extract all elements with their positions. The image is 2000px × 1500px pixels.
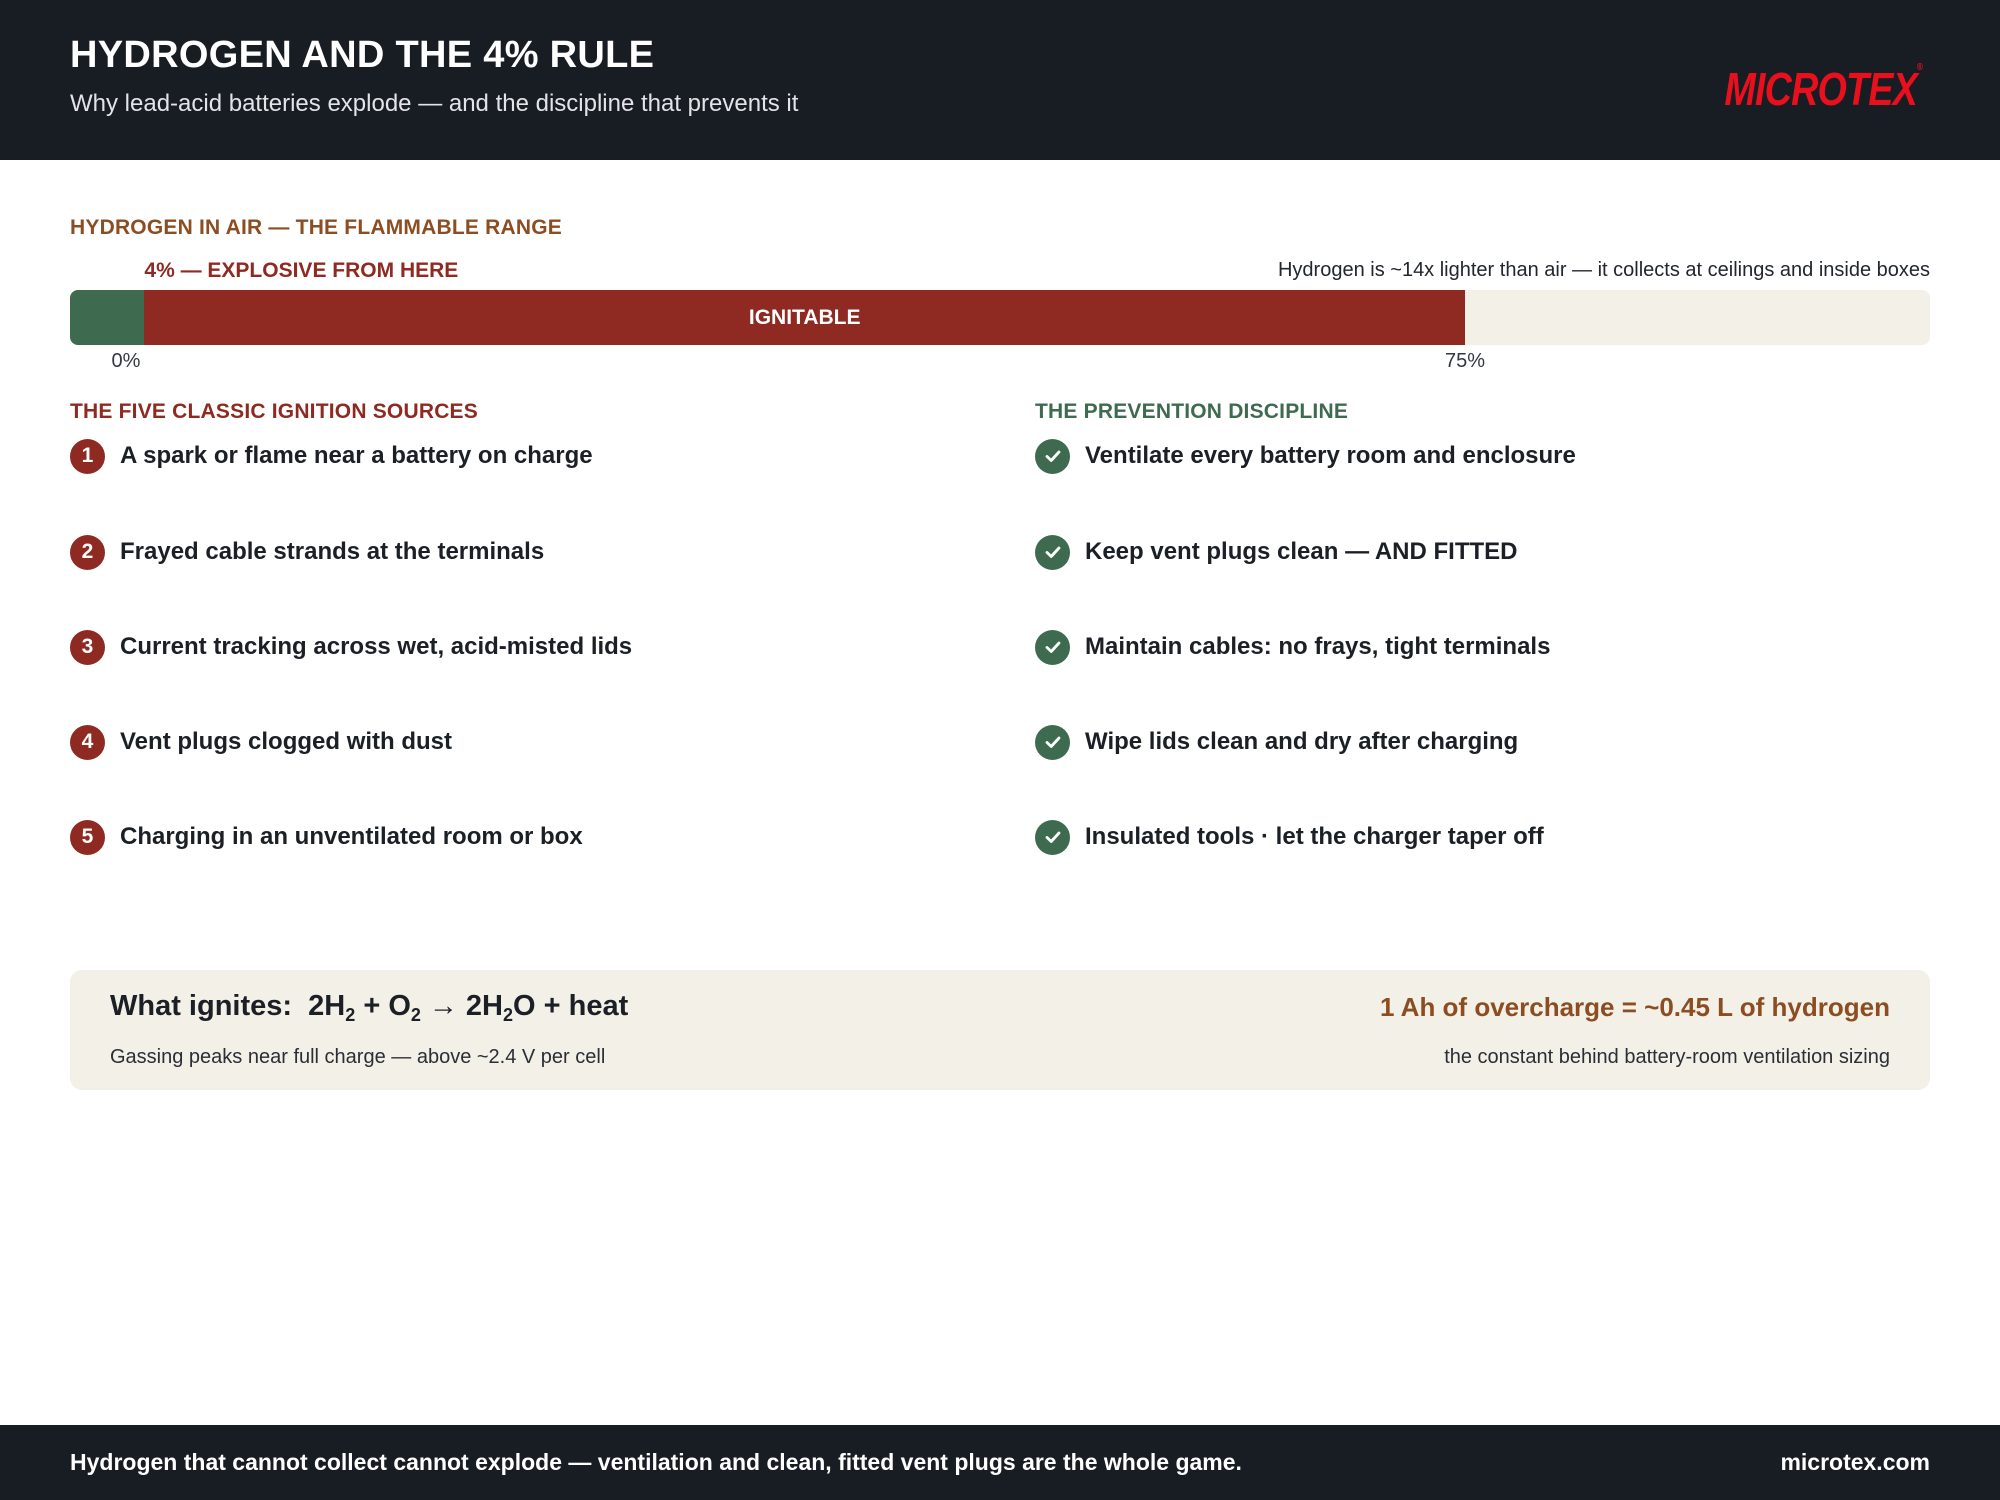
- microtex-logo: [1724, 62, 1922, 116]
- checkmark-icon: [1035, 535, 1070, 570]
- page-header: [0, 0, 2000, 160]
- prevention-item: [1035, 629, 1550, 665]
- ignitable-label: IGNITABLE: [748, 306, 861, 329]
- registered-mark: ®: [1916, 62, 1922, 73]
- ignition-source-text: Charging in an unventilated room or box: [120, 823, 583, 850]
- flammable-range-bar: [70, 290, 1930, 345]
- ignition-source-item: [70, 534, 544, 570]
- ignition-source-item: [70, 819, 583, 855]
- tick-label-0: 0%: [111, 350, 141, 372]
- number-badge: 1: [70, 439, 105, 474]
- checkmark-icon: [1035, 725, 1070, 760]
- page-title: HYDROGEN AND THE 4% RULE: [70, 34, 655, 76]
- flammable-range-heading: HYDROGEN IN AIR — THE FLAMMABLE RANGE: [70, 216, 562, 239]
- gassing-note: Gassing peaks near full charge — above ~2.4 V per cell: [110, 1046, 606, 1068]
- formula-subscript: 2: [502, 1005, 513, 1025]
- safe-zone: [70, 290, 144, 345]
- ignition-source-text: Vent plugs clogged with dust: [120, 728, 453, 755]
- ignition-sources-heading: THE FIVE CLASSIC IGNITION SOURCES: [70, 400, 478, 423]
- combustion-formula: [110, 990, 628, 1026]
- formula-term: O + heat: [513, 990, 629, 1022]
- formula-term: + O: [363, 990, 411, 1022]
- prevention-text: Wipe lids clean and dry after charging: [1085, 728, 1519, 755]
- prevention-item: [1035, 819, 1544, 855]
- prevention-item: [1035, 438, 1576, 474]
- number-badge: 2: [70, 535, 105, 570]
- footer-website-link[interactable]: microtex.com: [1780, 1449, 1930, 1475]
- prevention-heading: THE PREVENTION DISCIPLINE: [1035, 400, 1349, 423]
- prevention-text: Ventilate every battery room and enclosure: [1085, 442, 1576, 469]
- formula-subscript: 2: [345, 1005, 356, 1025]
- combustion-callout: [70, 970, 1930, 1090]
- page-footer: [0, 1425, 2000, 1500]
- formula-term: 2H: [308, 990, 346, 1022]
- explosive-limit-label: 4% — EXPLOSIVE FROM HERE: [144, 259, 459, 282]
- ignition-source-item: [70, 724, 452, 760]
- ignition-source-text: Current tracking across wet, acid-misted lids: [120, 633, 633, 660]
- hydrogen-lightness-note: Hydrogen is ~14x lighter than air — it collects at ceilings and inside boxes: [1277, 259, 1930, 281]
- constant-note: the constant behind battery-room ventilation sizing: [1444, 1046, 1890, 1068]
- checkmark-icon: [1035, 630, 1070, 665]
- overcharge-constant: 1 Ah of overcharge = ~0.45 L of hydrogen: [1379, 992, 1890, 1022]
- tick-label-75: 75%: [1444, 350, 1486, 372]
- number-badge: 5: [70, 820, 105, 855]
- number-badge: 4: [70, 725, 105, 760]
- checkmark-icon: [1035, 439, 1070, 474]
- prevention-text: Keep vent plugs clean — AND FITTED: [1085, 538, 1518, 565]
- prevention-text: Maintain cables: no frays, tight terminals: [1085, 633, 1551, 660]
- prevention-item: [1035, 534, 1518, 570]
- arrow-right-icon: →: [428, 990, 458, 1022]
- prevention-item: [1035, 724, 1518, 760]
- footer-message: Hydrogen that cannot collect cannot explode — ventilation and clean, fitted vent plugs are the whole game.: [70, 1449, 1242, 1475]
- logo-text: MICROTEX: [1724, 63, 1917, 115]
- ignition-source-item: [70, 629, 632, 665]
- ignition-source-text: A spark or flame near a battery on charge: [120, 442, 593, 469]
- ignition-source-item: [70, 438, 593, 474]
- formula-term: 2H: [465, 990, 503, 1022]
- page-subtitle: Why lead-acid batteries explode — and the discipline that prevents it: [70, 90, 799, 117]
- formula-subscript: 2: [410, 1005, 421, 1025]
- checkmark-icon: [1035, 820, 1070, 855]
- formula-prefix: What ignites:: [110, 990, 293, 1022]
- number-badge: 3: [70, 630, 105, 665]
- ignition-source-text: Frayed cable strands at the terminals: [120, 538, 545, 565]
- prevention-text: Insulated tools · let the charger taper off: [1085, 823, 1544, 850]
